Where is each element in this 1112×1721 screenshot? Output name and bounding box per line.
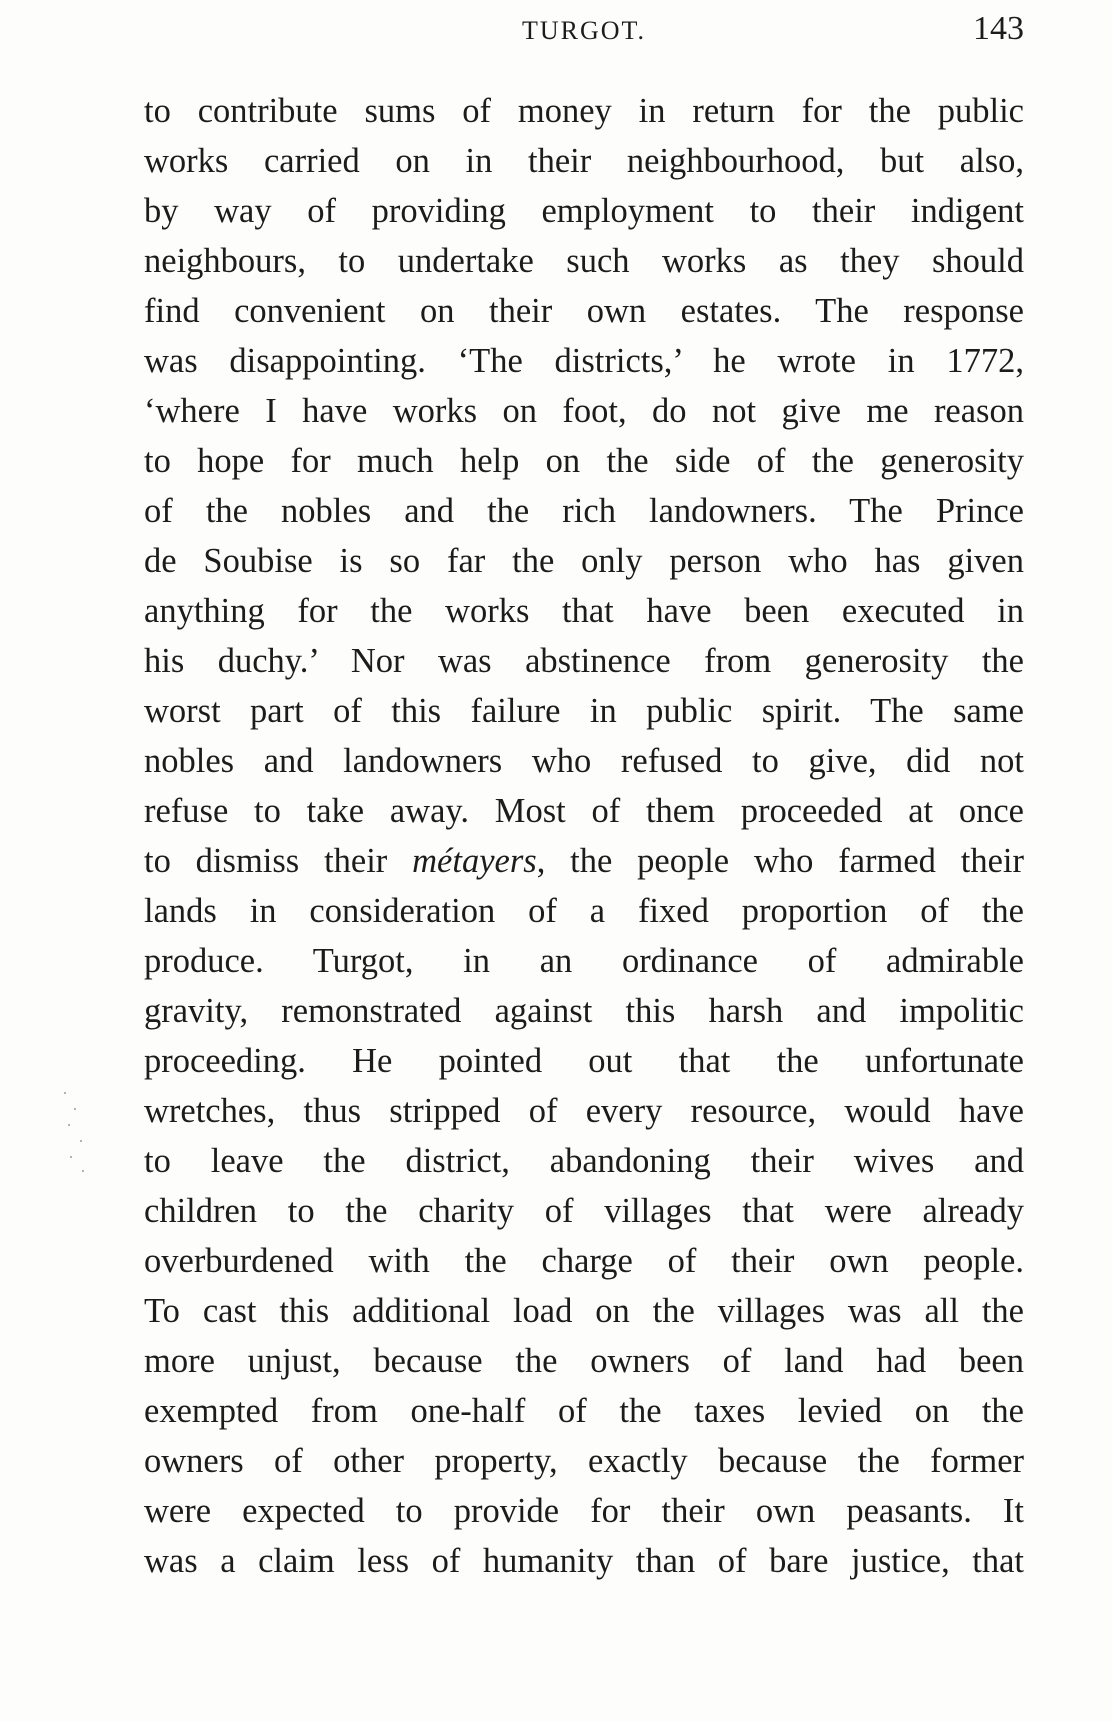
text-line: owners of other property, exactly because the former — [144, 1442, 1024, 1480]
text-line: de Soubise is so far the only person who has given — [144, 542, 1024, 580]
italic-term: métayers — [412, 842, 537, 880]
text-line: to dismiss their métayers, the people who farmed their — [144, 842, 1024, 880]
page-number: 143 — [973, 10, 1024, 47]
text-line: children to the charity of villages that were already — [144, 1192, 1024, 1230]
text-line: neighbours, to undertake such works as they should — [144, 242, 1024, 280]
text-line: by way of providing employment to their indigent — [144, 192, 1024, 230]
text-line: was a claim less of humanity than of bare justice, that — [144, 1542, 1024, 1580]
text-line: anything for the works that have been executed in — [144, 592, 1024, 630]
running-head — [144, 8, 1024, 48]
text-line: overburdened with the charge of their own people. — [144, 1242, 1024, 1280]
running-title: TURGOT. — [521, 16, 646, 45]
text-line: To cast this additional load on the villages was all the — [144, 1292, 1024, 1330]
text-line: works carried on in their neighbourhood, but also, — [144, 142, 1024, 180]
text-line: wretches, thus stripped of every resource, would have — [144, 1092, 1024, 1130]
text-line: to leave the district, abandoning their wives and — [144, 1142, 1024, 1180]
text-line: find convenient on their own estates. The response — [144, 292, 1024, 330]
text-line: were expected to provide for their own peasants. It — [144, 1492, 1024, 1530]
text-line: of the nobles and the rich landowners. The Prince — [144, 492, 1024, 530]
body-text — [144, 86, 1024, 1586]
text-line: his duchy.’ Nor was abstinence from generosity the — [144, 642, 1024, 680]
text-line: lands in consideration of a fixed proportion of the — [144, 892, 1024, 930]
text-line: exempted from one-half of the taxes levied on the — [144, 1392, 1024, 1430]
text-line: was disappointing. ‘The districts,’ he wrote in 1772, — [144, 342, 1024, 380]
paper-specks — [60, 1090, 100, 1180]
text-line: refuse to take away. Most of them proceeded at once — [144, 792, 1024, 830]
text-line: nobles and landowners who refused to give, did not — [144, 742, 1024, 780]
text-line: more unjust, because the owners of land had been — [144, 1342, 1024, 1380]
text-line: to contribute sums of money in return for the public — [144, 92, 1024, 130]
text-line: worst part of this failure in public spirit. The same — [144, 692, 1024, 730]
text-line: gravity, remonstrated against this harsh and impolitic — [144, 992, 1024, 1030]
text-line: ‘where I have works on foot, do not give me reason — [144, 392, 1024, 430]
text-line: to hope for much help on the side of the generosity — [144, 442, 1024, 480]
text-line: produce. Turgot, in an ordinance of admirable — [144, 942, 1024, 980]
text-line: proceeding. He pointed out that the unfortunate — [144, 1042, 1024, 1080]
